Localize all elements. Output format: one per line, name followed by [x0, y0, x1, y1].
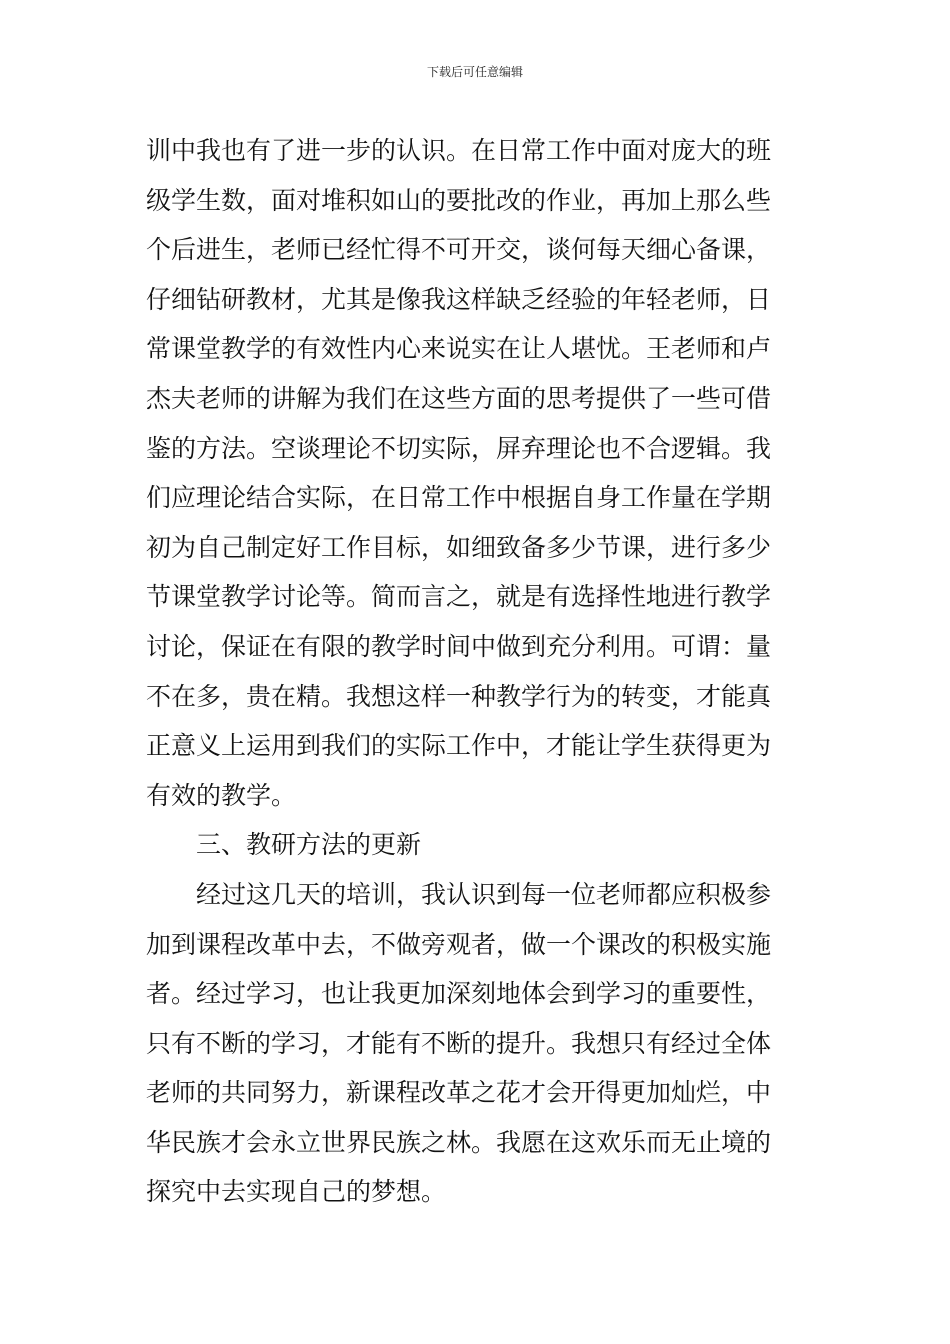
text-line: 仔细钻研教材，尤其是像我这样缺乏经验的年轻老师，日	[146, 284, 772, 314]
text-line: 级学生数，面对堆积如山的要批改的作业，再加上那么些	[146, 185, 772, 215]
header-note: 下载后可任意编辑	[426, 65, 523, 79]
text-line: 讨论，保证在有限的教学时间中做到充分利用。可谓：量	[146, 631, 772, 661]
text-line: 只有不断的学习，才能有不断的提升。我想只有经过全体	[146, 1028, 772, 1058]
text-line: 节课堂教学讨论等。简而言之，就是有选择性地进行教学	[146, 582, 772, 612]
text-line: 鉴的方法。空谈理论不切实际，屏弃理论也不合逻辑。我	[146, 433, 772, 463]
text-line: 不在多，贵在精。我想这样一种教学行为的转变，才能真	[146, 681, 772, 711]
text-line: 个后进生，老师已经忙得不可开交，谈何每天细心备课，	[146, 235, 772, 265]
section-heading: 三、教研方法的更新	[196, 830, 422, 860]
text-line: 常课堂教学的有效性内心来说实在让人堪忧。王老师和卢	[146, 334, 772, 364]
text-line: 有效的教学。	[146, 780, 297, 810]
text-line: 们应理论结合实际，在日常工作中根据自身工作量在学期	[146, 483, 772, 513]
text-line: 正意义上运用到我们的实际工作中，才能让学生获得更为	[146, 731, 772, 761]
text-line: 训中我也有了进一步的认识。在日常工作中面对庞大的班	[146, 136, 772, 165]
document-body	[146, 126, 816, 1217]
text-line: 经过这几天的培训，我认识到每一位老师都应积极参	[196, 879, 772, 909]
text-line: 老师的共同努力，新课程改革之花才会开得更加灿烂，中	[146, 1078, 772, 1108]
text-line: 加到课程改革中去，不做旁观者，做一个课改的积极实施	[146, 929, 772, 959]
text-line: 杰夫老师的讲解为我们在这些方面的思考提供了一些可借	[146, 383, 772, 413]
text-line: 华民族才会永立世界民族之林。我愿在这欢乐而无止境的	[146, 1127, 772, 1157]
text-line: 探究中去实现自己的梦想。	[146, 1177, 447, 1207]
text-line: 初为自己制定好工作目标，如细致备多少节课，进行多少	[146, 532, 772, 562]
text-line: 者。经过学习，也让我更加深刻地体会到学习的重要性，	[146, 979, 772, 1009]
